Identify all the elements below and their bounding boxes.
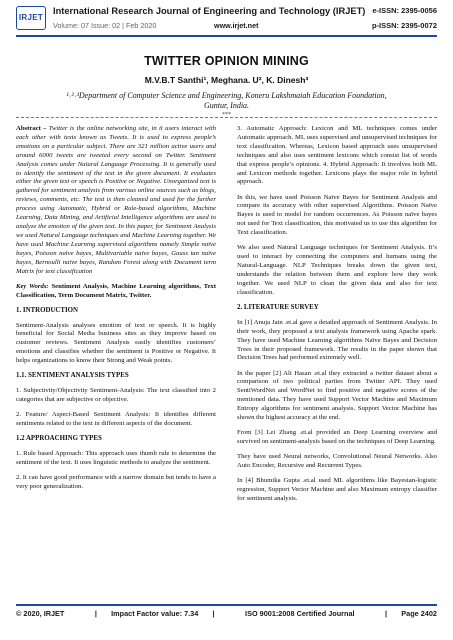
paragraph-types-2: 2. Feature/ Aspect-Based Sentiment Analysis: It identifies different sentiments related to the text in different aspects of the document. (16, 411, 216, 428)
paragraph-lit-2: In the paper [2] Ali Hasan .et.al they extracted a twitter dataset about a comparison of two political parties from Twitter API. They used SentiWordNet and WordNet to find positive and negative scores of the mentioned data. They have used Support Vector Machine and Maximum Entropy algorithms for sentiment analysis. Support Vector Machine has shown the highest accuracy at the end. (237, 369, 437, 422)
footer-page-number: | Page 2402 (385, 609, 437, 618)
page-footer (16, 609, 437, 618)
heading-approaching-types: 1.2 APPROACHING TYPES (16, 435, 102, 443)
journal-logo: IRJET (16, 6, 46, 30)
left-column (16, 125, 216, 498)
paragraph-types-1: 1. Subjectivity/Objectivity Sentiment-Analysis: The text classified into 2 categories that are subjective or objective. (16, 387, 216, 404)
volume-issue: Volume: 07 Issue: 02 | Feb 2020 (53, 21, 157, 30)
e-issn: e-ISSN: 2395-0056 (372, 6, 437, 15)
heading-literature-survey: 2. LITERATURE SURVEY (237, 303, 319, 311)
footer-iso: ISO 9001:2008 Certified Journal (245, 609, 355, 618)
paragraph-lit-3: From [3] Lei Zhang .et.al provided an Deep Learning overview and survived on sentiment-analysis based on the techniques of Deep Learning. (237, 429, 437, 446)
paper-title: TWITTER OPINION MINING (144, 54, 309, 68)
paper-authors: M.V.B.T Santhi¹, Meghana. U², K. Dinesh³ (144, 75, 309, 85)
paragraph-introduction: Sentiment-Analysis analyses emotion of text or speech. It is highly beneficial for Social Media business sites as they improve based on customer reviews. Sentiment Analysis easily identifies customers’ emotions and classifies whether the sentiment is Positive or Negative. It helps organizations to know their Strong and Weak points. (16, 321, 216, 365)
keywords-text: Sentiment Analysis, Machine Learning algorithms, Text Classification, Term Document Matrix, Twitter. (16, 282, 216, 299)
footer-rule (16, 604, 437, 606)
header-rule (16, 35, 437, 37)
footer-copyright: © 2020, IRJET (16, 609, 65, 618)
abstract-label: Abstract – (16, 125, 47, 132)
p-issn: p-ISSN: 2395-0072 (371, 21, 437, 30)
abstract (16, 125, 216, 276)
right-column (237, 125, 437, 510)
paragraph-nlp: We also used Natural Language techniques for Sentiment Analysis. It’s used to interact by connecting the computers and humans using the Natural-Language. NLP Techniques breaks down the given text, understands the relation between them and explore how they work together. We used NLP to clean the given data and also for text classification. (237, 244, 437, 296)
journal-website[interactable]: www.irjet.net (214, 21, 259, 30)
paper-affiliation: ¹˒²˒³Department of Computer Science and Engineering, Koneru Lakshmaiah Education Foundation, Guntur, India. (66, 91, 387, 110)
paragraph-approach-2: 2. It can have good performance with a narrow domain but tends to have a very poor generalization. (16, 474, 216, 490)
keywords-label: Key Words: (16, 282, 49, 290)
paragraph-poisson: In this, we have used Poisson Naïve Bayes for Sentiment Analysis and compare its accuracy with other supervised Algorithms. Poisson Naïve Bayes is used to model for random occurrences. As Poisson naïve bayes not used for Text classification, this motivated us to use this algorithm for Text classification. (237, 193, 437, 237)
heading-sentiment-types: 1.1. SENTIMENT ANALYSIS TYPES (16, 372, 129, 380)
heading-introduction: 1. INTRODUCTION (16, 306, 79, 314)
journal-header (0, 0, 453, 40)
paragraph-lit-5: In [4] Bhumika Gupta .et.al used ML algorithms like Bayesian-logistic regression, Support Vector Machine and also Maximum entropy classifier for sentiment analysis. (237, 477, 437, 502)
footer-impact-factor: | Impact Factor value: 7.34 | (94, 609, 215, 618)
separator-stars: *** (222, 112, 231, 118)
paragraph-approach-1: 1. Rule based Approach: This approach uses thumb rule to determine the sentiment of the text. It uses linguistic methods to analyze the sentiment. (16, 450, 216, 466)
keywords (16, 283, 216, 301)
paragraph-lit-4: They have used Neural networks, Convolutional Neural Networks. Also Auto Encoder, Recursive and Recurrent Types. (237, 453, 437, 470)
abstract-text: Twitter is the online networking site, in it users interact with each other with texts known as Tweets. It is used to express people’s emotions on a particular subject. There are 321 million active users and around 6000 tweets are tweeted every second on Twitter. Sentiment Analysis comes under Natural Language Processing. It is generally used to identify the sentiment of the text in the given document. It evaluates either the given text or speech is Positive or Negative. Unorganized text is gathered for sentiment analysis from various online sources such as blogs, reviews, comments, etc. The text is then cleaned and used for the further process using Automatic, Hybrid or Rule-based algorithms, Machine Learning, Data Mining, and Artificial Intelligence algorithms are used to analyze the emotion of the given text. In this paper, for Sentiment Analysis we used Natural Language techniques and Machine Learning together. We have used Machine Learning supervised algorithms namely Simple naïve bayes, Poisson naïve bayes, Multivariable naïve bayes, Gauss ian naïve bayes, Bernoulli naïve bayes, Random Forest along with Document term Matrix for text classification (16, 125, 216, 275)
journal-name: International Research Journal of Engineering and Technology (IRJET) (53, 6, 366, 16)
paragraph-lit-1: In [1] Anuja Jain .et.al gave a detailed approach of Sentiment Analysis. In their work, they proposed a text analysis framework using Apache spark. They have used Machine Learning algorithms Naïve Bayes and Decision Trees in their proposed framework. The results in the paper shown that Decision Trees had performed extremely well. (237, 318, 437, 362)
paragraph-automatic-approach: 3. Automatic Approach: Lexicon and ML techniques comes under Automatic approach. ML uses supervised and unsupervised techniques for text classification. Whereas, Lexicon based approach uses unsupervised techniques and also uses sentiment lexicons which consist list of words that express people’s opinions. 4. Hybrid Approach: It involves both ML and Lexicon methods together. Lexicons plays the major role in hybrid approach. (237, 125, 437, 186)
